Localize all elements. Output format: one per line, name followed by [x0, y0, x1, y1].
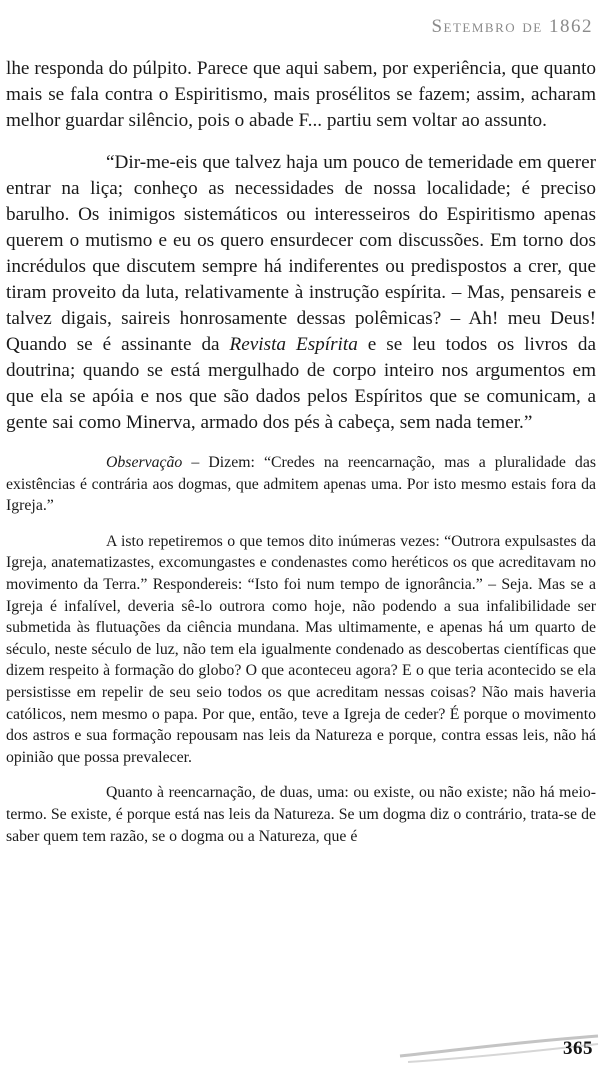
paragraph-observation [6, 452, 596, 517]
page-body [6, 56, 596, 861]
page-number: 365 [563, 1038, 593, 1059]
running-head: Setembro de 1862 [431, 16, 593, 37]
quote-text-end: e se leu todos os livros da doutrina; quando se está mergulhado de corpo inteiro nos argumentos em que ela se apóia e nos que são dados pelos Espíritos que se comunicam, a gente sai como Minerva, armado dos pés à cabeça, sem nada temer.” [6, 334, 596, 433]
paragraph-4: A isto repetiremos o que temos dito inúmeras vezes: “Outrora expulsastes da Igreja, anatematizastes, excomungastes e condenastes como heréticos os que acreditavam no movimento da Terra.” Respondereis: “Isto foi num tempo de ignorância.” – Seja. Mas se a Igreja é infalível, deveria sê-lo outrora como hoje, não podendo a sua infalibilidade ser submetida às flutuações da ciência mundana. Mas ultimamente, e apenas há um quarto de século, neste século de luz, não tem ela igualmente condenado as descobertas científicas que dizem respeito à formação do globo? O que aconteceu agora? E o que teria acontecido se ela persistisse em repelir de seu seio todos os que acreditam nessas coisas? Não mais haveria católicos, nem mesmo o papa. Por que, então, teve a Igreja de ceder? É porque o movimento dos astros e sua formação repousam nas leis da Natureza e porque, contra essas leis, não há opinião que possa prevalecer. [6, 532, 596, 766]
paragraph-5: Quanto à reencarnação, de duas, uma: ou existe, ou não existe; não há meio-termo. Se existe, é porque está nas leis da Natureza. Se um dogma diz o contrário, trata-se de saber quem tem razão, se o dogma ou a Natureza, que é [6, 784, 596, 845]
paragraph-1: lhe responda do púlpito. Parece que aqui sabem, por experiência, que quanto mais se fala contra o Espiritismo, mais prosélitos se fazem; assim, acharam melhor guardar silêncio, pois o abade F... partiu sem voltar ao assunto. [6, 58, 596, 131]
observation-label: Observação [106, 454, 183, 471]
observation-text: – Dizem: “Credes na reencarnação, mas a pluralidade das existências é contrária aos dogmas, que admitem apenas uma. Por isto mesmo estais fora da Igreja.” [6, 454, 596, 515]
quote-text-start: “Dir-me-eis que talvez haja um pouco de temeridade em querer entrar na liça; conheço as necessidades de nossa localidade; é preciso barulho. Os inimigos sistemáticos ou interesseiros do Espiritismo apenas querem o mutismo e eu os quero ensurdecer com discussões. Em torno dos incrédulos que discutem sempre há indiferentes ou predispostos a crer, que tiram proveito da luta, relativamente à instrução espírita. – Mas, pensareis e talvez digais, saireis honrosamente dessas polêmicas? – Ah! meu Deus! Quando se é assinante da [6, 152, 596, 355]
journal-title: Revista Espírita [229, 334, 358, 355]
paragraph-2-quote [6, 150, 596, 436]
